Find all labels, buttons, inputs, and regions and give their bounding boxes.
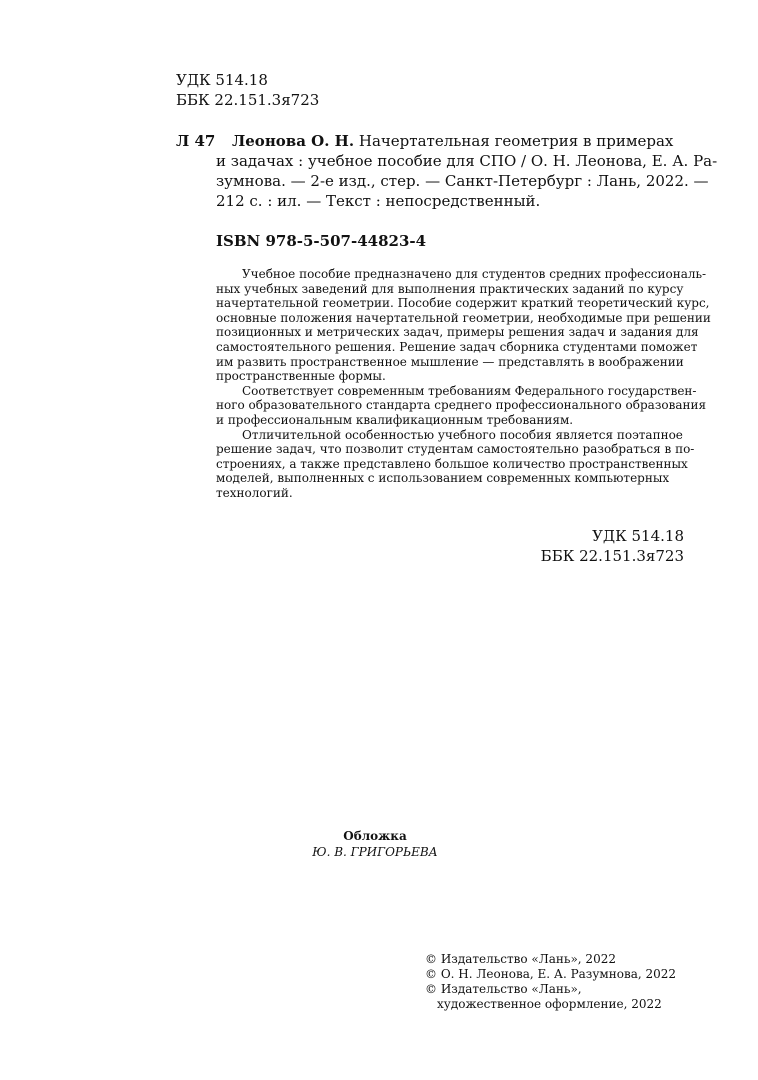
author-name: Леонова О. Н. bbox=[232, 132, 355, 150]
annotation-line: решение задач, что позволит студентам самостоятельно разобраться в по- bbox=[216, 442, 695, 457]
copyright-notice bbox=[425, 952, 676, 1012]
annotation-line: Учебное пособие предназначено для студентов средних профессиональ- bbox=[242, 267, 707, 281]
bbk-code: ББК 22.151.3я723 bbox=[176, 91, 320, 109]
cover-designer: Ю. В. ГРИГОРЬЕВА bbox=[312, 845, 438, 859]
udk-code: УДК 514.18 bbox=[592, 527, 684, 545]
title-start: Начертательная геометрия в примерах bbox=[358, 132, 674, 150]
copyright-line: © О. Н. Леонова, Е. А. Разумнова, 2022 bbox=[425, 967, 677, 981]
biblio-line-2: и задачах : учебное пособие для СПО / О. Н. Леонова, Е. А. Ра- bbox=[216, 152, 718, 170]
biblio-line-1 bbox=[176, 131, 696, 151]
annotation-line: и профессиональным квалификационным требованиям. bbox=[216, 412, 574, 427]
classification-top bbox=[176, 70, 319, 110]
bbk-code: ББК 22.151.3я723 bbox=[540, 547, 684, 565]
author-code: Л 47 bbox=[176, 132, 216, 150]
annotation-paragraph-1 bbox=[216, 267, 711, 384]
annotation-line: моделей, выполненных с использованием современных компьютерных bbox=[216, 471, 670, 486]
annotation-line: начертательной геометрии. Пособие содержит краткий теоретический курс, bbox=[216, 296, 710, 311]
cover-caption: Обложка bbox=[343, 829, 407, 843]
bibliographic-record bbox=[176, 131, 718, 211]
biblio-line-3: зумнова. — 2-е изд., стер. — Санкт-Петербург : Лань, 2022. — bbox=[216, 172, 709, 190]
udk-code: УДК 514.18 bbox=[176, 71, 268, 89]
copyright-line: художественное оформление, 2022 bbox=[437, 997, 662, 1011]
biblio-line-4: 212 с. : ил. — Текст : непосредственный. bbox=[216, 192, 541, 210]
copyright-line: © Издательство «Лань», 2022 bbox=[425, 952, 616, 966]
annotation-line: Отличительной особенностью учебного пособия является поэтапное bbox=[242, 427, 683, 442]
annotation-paragraph-3 bbox=[216, 427, 695, 501]
cover-credit bbox=[290, 828, 460, 860]
classification-bottom bbox=[520, 526, 684, 566]
annotation bbox=[216, 267, 711, 501]
copyright-line: © Издательство «Лань», bbox=[425, 982, 582, 996]
isbn: ISBN 978-5-507-44823-4 bbox=[216, 232, 427, 250]
annotation-line: самостоятельного решения. Решение задач сборника студентами поможет bbox=[216, 339, 698, 354]
annotation-line: Соответствует современным требованиям Федерального государствен- bbox=[242, 383, 697, 398]
annotation-paragraph-2 bbox=[216, 383, 707, 428]
annotation-line: строениях, а также представлено большое количество пространственных bbox=[216, 456, 688, 471]
annotation-line: ных учебных заведений для выполнения практических заданий по курсу bbox=[216, 281, 684, 296]
annotation-line: технологий. bbox=[216, 485, 293, 500]
annotation-line: позиционных и метрических задач, примеры решения задач и задания для bbox=[216, 325, 699, 340]
annotation-line: ного образовательного стандарта среднего профессионального образования bbox=[216, 398, 707, 413]
annotation-line: основные положения начертательной геометрии, необходимые при решении bbox=[216, 310, 711, 325]
annotation-line: им развить пространственное мышление — представлять в воображении bbox=[216, 354, 684, 369]
annotation-line: пространственные формы. bbox=[216, 369, 386, 384]
